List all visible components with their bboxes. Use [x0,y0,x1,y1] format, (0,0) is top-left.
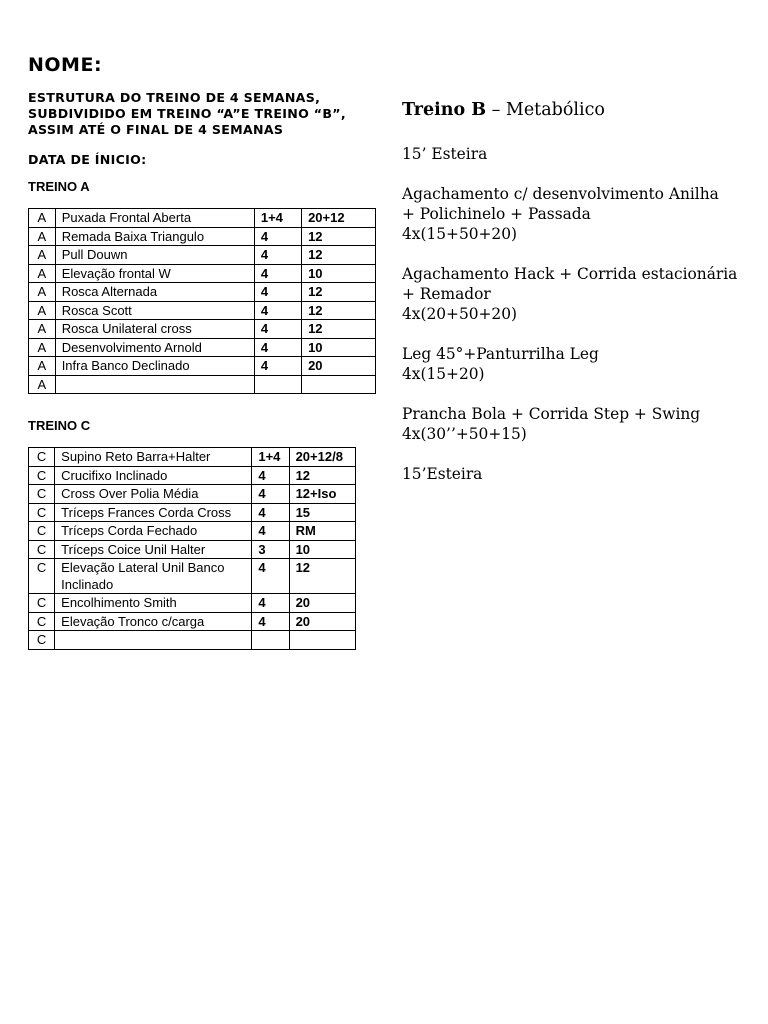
row-letter: A [29,320,56,339]
exercise-name: Desenvolvimento Arnold [55,338,254,357]
exercise-name: Tríceps Frances Corda Cross [55,503,252,522]
reps: 10 [289,540,355,559]
exercise-name: Rosca Alternada [55,283,254,302]
sets: 4 [252,503,289,522]
table-row [29,246,376,265]
sets: 4 [254,283,301,302]
table-row [29,227,376,246]
row-letter: A [29,246,56,265]
sets: 1+4 [254,209,301,228]
sets: 3 [252,540,289,559]
exercise-name [55,375,254,394]
treino-b-block [402,144,742,164]
exercise-name [55,631,252,650]
sets [252,631,289,650]
treino-b-line: Agachamento Hack + Corrida estacionária [402,265,738,283]
row-letter: A [29,338,56,357]
table-row [29,612,356,631]
table-row [29,485,356,504]
exercise-name: Elevação Lateral Unil Banco Inclinado [55,559,252,594]
table-row [29,209,376,228]
table-row [29,466,356,485]
sets: 4 [254,264,301,283]
treino-b-blocks [402,144,742,484]
table-row [29,283,376,302]
table-row [29,448,356,467]
estrutura-text: ESTRUTURA DO TREINO DE 4 SEMANAS, SUBDIVIDIDO EM TREINO “A”E TREINO “B”, ASSIM ATÉ O FINAL DE 4 SEMANAS [28,90,346,137]
reps: 20 [302,357,376,376]
exercise-name: Crucifixo Inclinado [55,466,252,485]
exercise-name: Supino Reto Barra+Halter [55,448,252,467]
table-row [29,357,376,376]
sets: 4 [252,522,289,541]
reps: 12 [302,320,376,339]
row-letter: C [29,559,55,594]
row-letter: C [29,612,55,631]
exercise-name: Rosca Scott [55,301,254,320]
row-letter: C [29,448,55,467]
sets: 4 [252,485,289,504]
sets: 4 [254,301,301,320]
treino-b-line: 4x(15+20) [402,365,485,383]
row-letter: A [29,264,56,283]
treino-a-body [29,209,376,394]
table-row [29,301,376,320]
left-column [28,54,378,650]
reps: 20 [289,612,355,631]
reps: 12 [289,559,355,594]
exercise-name: Infra Banco Declinado [55,357,254,376]
reps: 12 [302,283,376,302]
sets [254,375,301,394]
treino-b-block [402,404,742,444]
reps: 12+Iso [289,485,355,504]
treino-b-title [402,100,742,120]
table-row [29,320,376,339]
exercise-name: Pull Douwn [55,246,254,265]
treino-b-line: 4x(15+50+20) [402,225,518,243]
exercise-name: Puxada Frontal Aberta [55,209,254,228]
exercise-name: Tríceps Coice Unil Halter [55,540,252,559]
row-letter: A [29,301,56,320]
sets: 4 [254,320,301,339]
table-row [29,375,376,394]
table-row [29,503,356,522]
treino-c-table [28,447,356,650]
row-letter: A [29,209,56,228]
reps: RM [289,522,355,541]
row-letter: A [29,283,56,302]
reps: 10 [302,264,376,283]
row-letter: C [29,594,55,613]
row-letter: A [29,227,56,246]
exercise-name: Rosca Unilateral cross [55,320,254,339]
reps: 20 [289,594,355,613]
treino-b-line: 15’ Esteira [402,145,488,163]
treino-b-line: Agachamento c/ desenvolvimento Anilha [402,185,719,203]
row-letter: C [29,631,55,650]
treino-a-title: TREINO A [28,179,90,194]
reps: 12 [302,227,376,246]
exercise-name: Tríceps Corda Fechado [55,522,252,541]
sets: 4 [252,594,289,613]
treino-b-line: 15’Esteira [402,465,483,483]
treino-b-section [402,100,742,504]
exercise-name: Elevação Tronco c/carga [55,612,252,631]
reps: 20+12/8 [289,448,355,467]
reps: 12 [302,246,376,265]
exercise-name: Cross Over Polia Média [55,485,252,504]
table-row [29,559,356,594]
sets: 4 [252,559,289,594]
row-letter: C [29,466,55,485]
sets: 4 [252,466,289,485]
treino-b-block [402,264,742,324]
table-row [29,522,356,541]
treino-c-body [29,448,356,650]
treino-b-line: 4x(20+50+20) [402,305,518,323]
table-row [29,264,376,283]
reps [289,631,355,650]
exercise-name: Remada Baixa Triangulo [55,227,254,246]
table-row [29,594,356,613]
reps [302,375,376,394]
treino-b-line: + Remador [402,285,491,303]
row-letter: C [29,485,55,504]
treino-c-title: TREINO C [28,418,91,433]
exercise-name: Elevação frontal W [55,264,254,283]
row-letter: C [29,540,55,559]
sets: 4 [254,227,301,246]
reps: 15 [289,503,355,522]
treino-b-line: 4x(30’’+50+15) [402,425,527,443]
treino-b-line: + Polichinelo + Passada [402,205,591,223]
treino-b-title-rest: – Metabólico [486,100,605,120]
sets: 4 [252,612,289,631]
reps: 12 [289,466,355,485]
sets: 1+4 [252,448,289,467]
sets: 4 [254,246,301,265]
treino-a-table [28,208,376,394]
treino-b-block [402,464,742,484]
reps: 12 [302,301,376,320]
reps: 20+12 [302,209,376,228]
reps: 10 [302,338,376,357]
row-letter: C [29,503,55,522]
treino-b-block [402,184,742,244]
nome-label: NOME: [28,54,103,76]
data-inicio-label: DATA DE ÍNICIO: [28,152,147,167]
exercise-name: Encolhimento Smith [55,594,252,613]
table-row [29,338,376,357]
row-letter: C [29,522,55,541]
treino-b-title-bold: Treino B [402,100,487,120]
table-row [29,540,356,559]
sets: 4 [254,357,301,376]
row-letter: A [29,357,56,376]
treino-b-line: Leg 45°+Panturrilha Leg [402,345,599,363]
sets: 4 [254,338,301,357]
row-letter: A [29,375,56,394]
treino-b-line: Prancha Bola + Corrida Step + Swing [402,405,701,423]
table-row [29,631,356,650]
treino-b-block [402,344,742,384]
